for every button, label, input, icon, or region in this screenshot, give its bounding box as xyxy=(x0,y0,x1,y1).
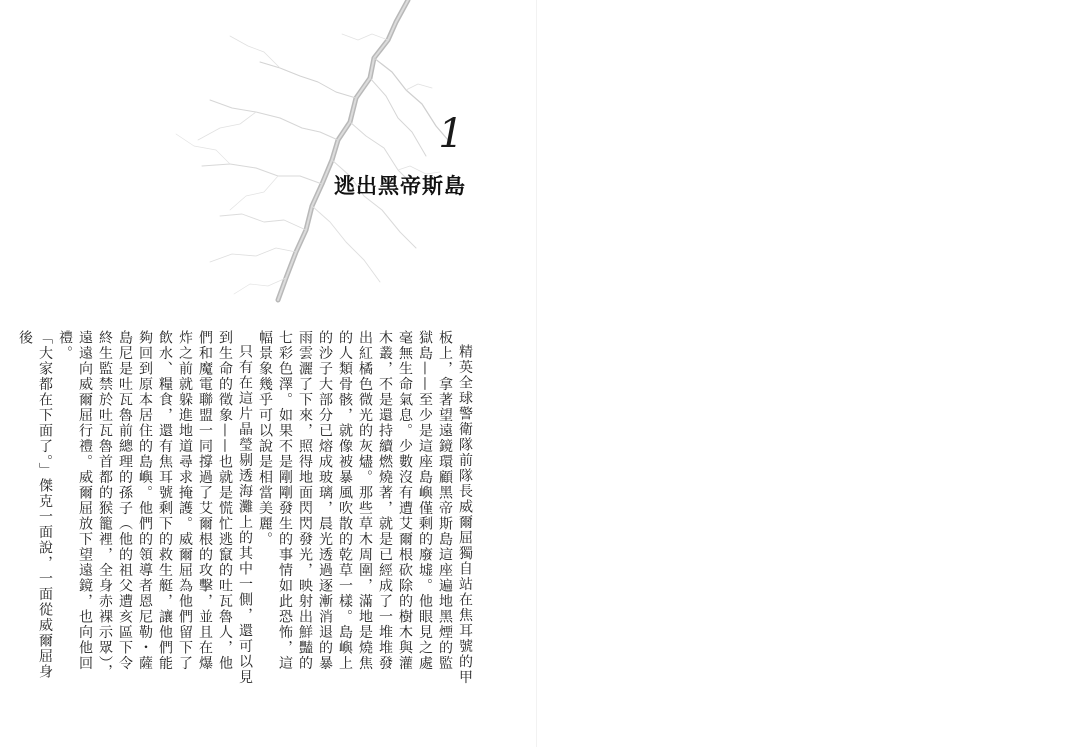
page-gutter xyxy=(536,0,537,747)
chapter-number: 1 xyxy=(438,111,464,157)
paragraph: 「大家都在下面了。」傑克一面說，一面從威爾屈身後 xyxy=(17,330,53,680)
chapter-title: 逃出黑帝斯島 xyxy=(334,174,466,198)
chapter-body xyxy=(17,330,475,685)
lightning-illustration xyxy=(160,0,470,310)
paragraph: 精英全球警衛隊前隊長威爾屈獨自站在焦耳號的甲板上，拿著望遠鏡環顧黑帝斯島這座遍地黑煙的監獄島——至少是這座島嶼僅剩的廢墟。他眼見之處毫無生命氣息。少數沒有遭艾爾根砍除的樹木與灌木叢，不是還持續燃燒著，就是已經成了一堆堆發出紅橘色微光的灰燼。那些草木周圍，滿地是燒焦的人類骨骸，就像被暴風吹散的乾草一樣。島嶼上的沙子大部分已熔成玻璃，晨光透過逐漸消退的暴雨雲灑了下來，照得地面閃閃發光，映射出鮮豔的七彩色澤。如果不是剛剛發生的事情如此恐怖，這幅景象幾乎可以說是相當美麗。 xyxy=(257,330,473,685)
paragraph: 只有在這片晶瑩剔透海灘上的其中一側，還可以見到生命的徵象——也就是慌忙逃竄的吐瓦魯人，他們和魔電聯盟一同撐過了艾爾根的攻擊，並且在爆炸之前就躲進地道尋求掩護。威爾屈為他們留下了飲水、糧食，還有焦耳號剩下的救生艇，讓他們能夠回到原本居住的島嶼。他們的領導者恩尼勒・薩島尼是吐瓦魯前總理的孫子（他的祖父遭亥區下令終生監禁於吐瓦魯首都的猴籠裡，全身赤裸示眾），遠遠向威爾屈行禮。威爾屈放下望遠鏡，也向他回禮。 xyxy=(57,330,253,685)
